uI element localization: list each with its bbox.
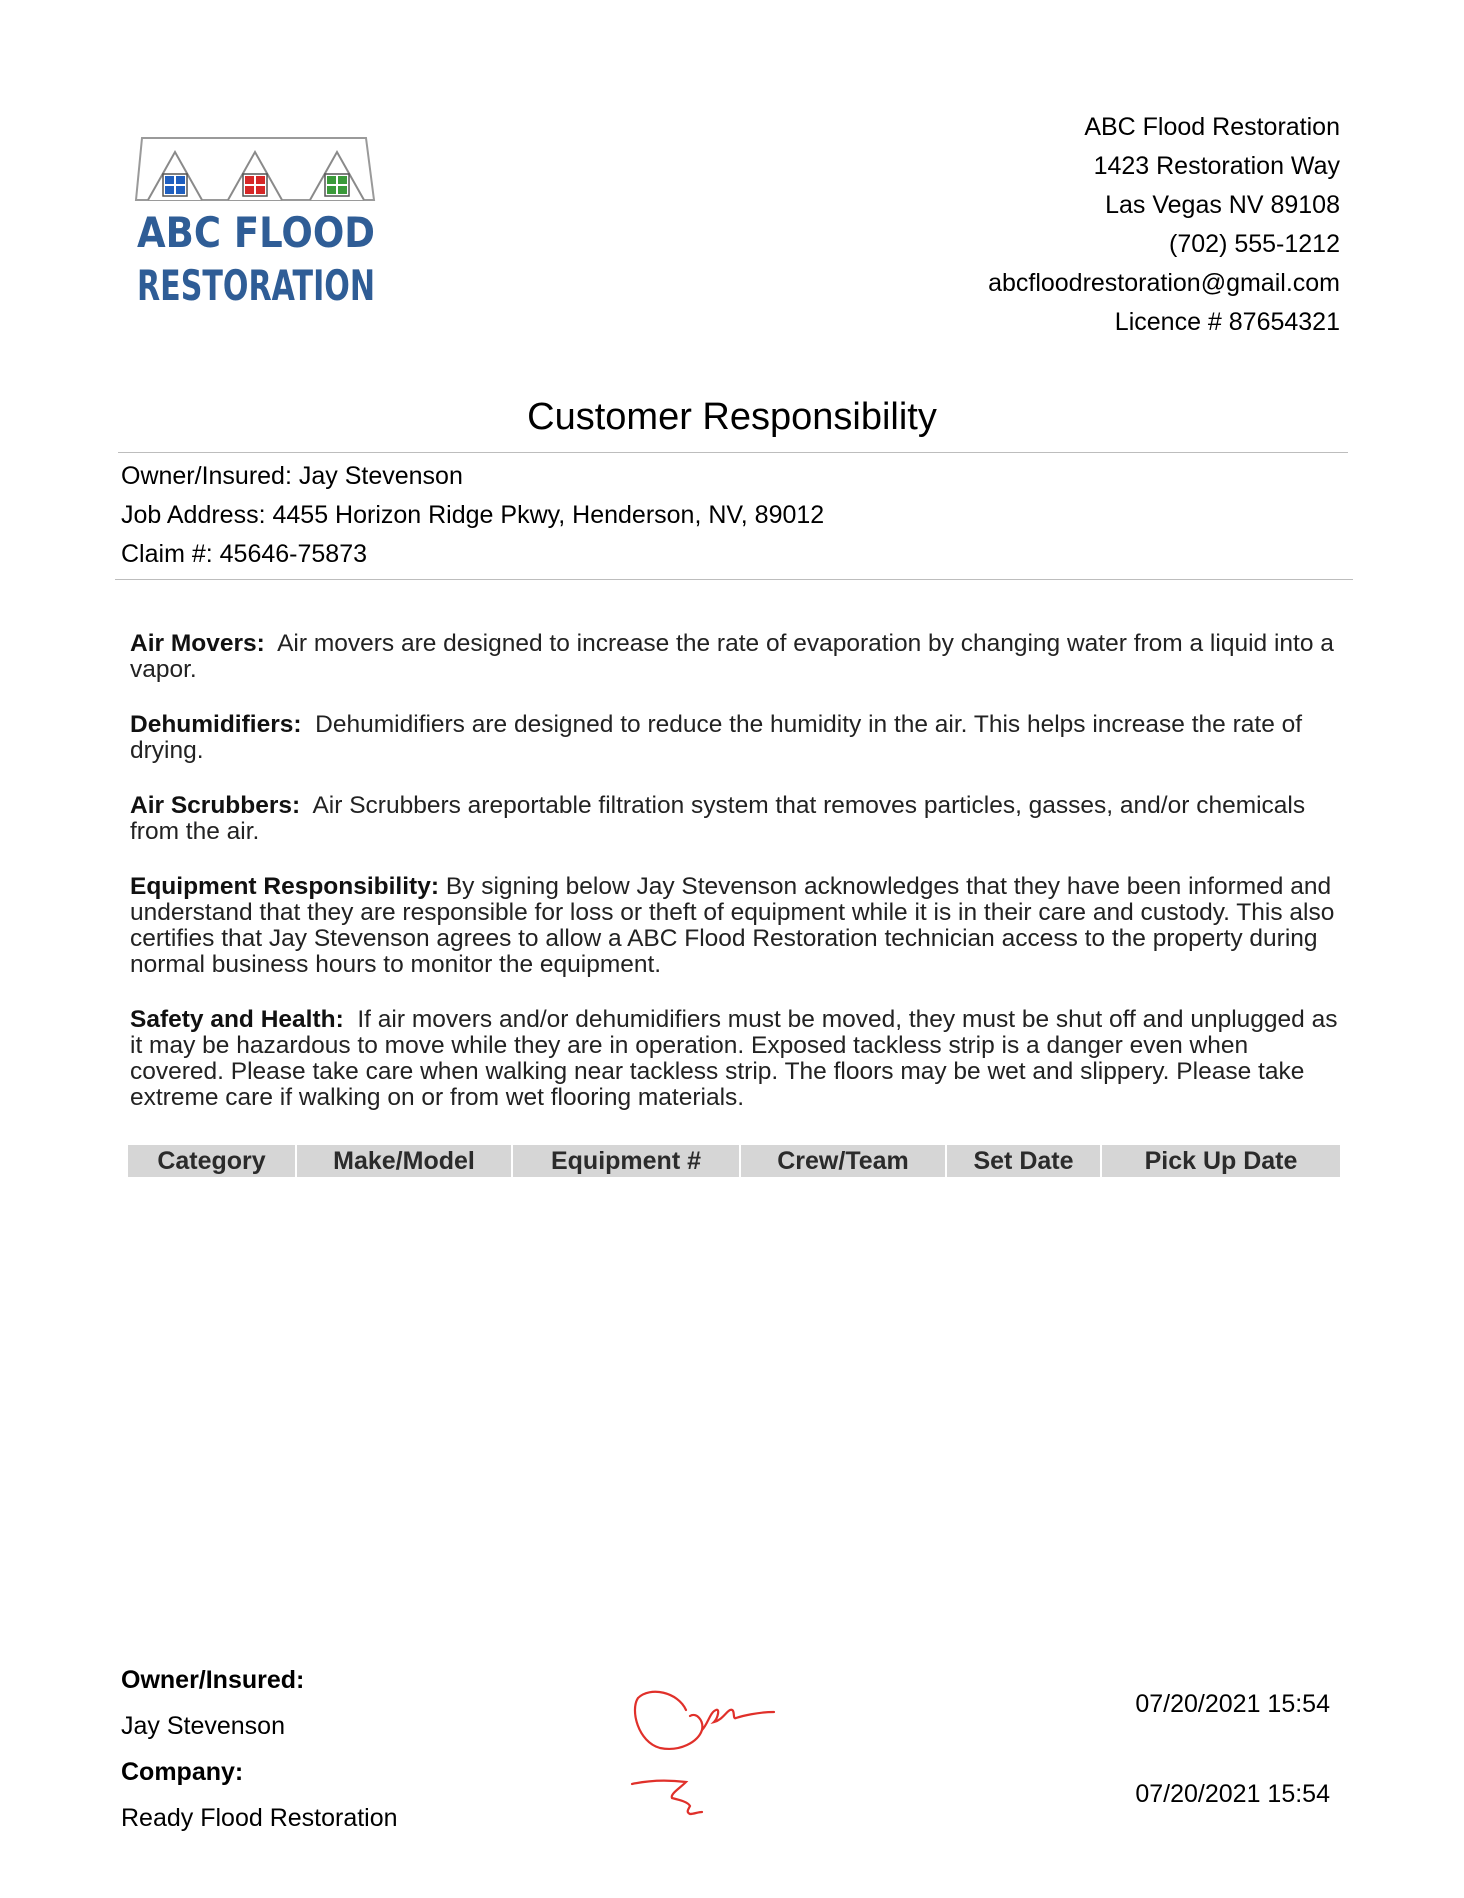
section-air-movers [130,631,1348,683]
section-text: Air movers are designed to increase the rate of evaporation by changing water from a liquid into a vapor. [130,630,1334,683]
section-text: Dehumidifiers are designed to reduce the humidity in the air. This helps increase the rate of drying. [130,711,1303,764]
column-header-set-date: Set Date [946,1145,1101,1177]
job-address: Job Address: 4455 Horizon Ridge Pkwy, Henderson, NV, 89012 [121,501,825,529]
owner-signature-scribble [630,1672,780,1758]
company-street: 1423 Restoration Way [1093,152,1340,180]
column-header-equipment-number: Equipment # [512,1145,740,1177]
company-signature-label: Company: [121,1758,244,1786]
section-heading: Safety and Health: [130,1006,344,1033]
house-icon [148,152,202,200]
column-header-crew-team: Crew/Team [740,1145,946,1177]
section-heading: Air Movers: [130,630,265,657]
company-phone: (702) 555-1212 [1169,230,1340,258]
company-city: Las Vegas NV 89108 [1105,191,1340,219]
house-icon [228,152,282,200]
company-licence: Licence # 87654321 [1114,308,1340,336]
logo-text-line1: ABC FLOOD [137,208,375,257]
column-header-category: Category [157,1146,266,1175]
house-icon [310,152,364,200]
company-contact-block [988,108,1340,342]
section-safety-and-health [130,1007,1348,1111]
job-info-block [121,457,824,574]
owner-signature-date: 07/20/2021 15:54 [1135,1690,1330,1718]
section-heading: Air Scrubbers: [130,792,301,819]
section-text: By signing below Jay Stevenson acknowledges that they have been informed and understand that they are responsible for loss or theft of equipment while it is in their care and custody. This also certifies that Jay Stevenson agrees to allow a ABC Flood Restoration technician access to the property during normal business hours to monitor the equipment. [130,873,1335,978]
company-signature-date: 07/20/2021 15:54 [1135,1780,1330,1808]
logo-text-line2: RESTORATION [137,261,375,310]
responsibility-sections [130,631,1348,1140]
company-email: abcfloodrestoration@gmail.com [988,269,1340,297]
claim-number: Claim #: 45646-75873 [121,540,367,568]
logo-graphic [128,136,384,308]
job-info-divider [115,579,1353,580]
title-divider [118,452,1348,453]
equipment-table [128,1145,1340,1177]
owner-insured: Owner/Insured: Jay Stevenson [121,462,463,490]
company-name: ABC Flood Restoration [1084,113,1340,141]
table-header-row [128,1145,1340,1177]
section-text: If air movers and/or dehumidifiers must be moved, they must be shut off and unplugged as it may be hazardous to move while they are in operation. Exposed tackless strip is a danger even when covered. Please take care when walking near tackless strip. The floors may be wet and slippery. Please take extreme care if walking on or from wet flooring materials. [130,1006,1338,1111]
document-title: Customer Responsibility [527,396,937,438]
column-header-pick-up-date: Pick Up Date [1101,1145,1340,1177]
section-equipment-responsibility [130,874,1348,978]
section-heading: Dehumidifiers: [130,711,302,738]
section-dehumidifiers [130,712,1348,764]
company-signature-scribble [630,1768,730,1820]
company-signature-name: Ready Flood Restoration [121,1804,398,1832]
section-text: Air Scrubbers areportable filtration system that removes particles, gasses, and/or chemicals from the air. [130,792,1306,845]
section-heading: Equipment Responsibility: [130,873,439,900]
column-header-make-model: Make/Model [296,1145,512,1177]
owner-signature-name: Jay Stevenson [121,1712,285,1740]
owner-signature-label: Owner/Insured: [121,1666,305,1694]
section-air-scrubbers [130,793,1348,845]
company-logo [128,136,384,308]
